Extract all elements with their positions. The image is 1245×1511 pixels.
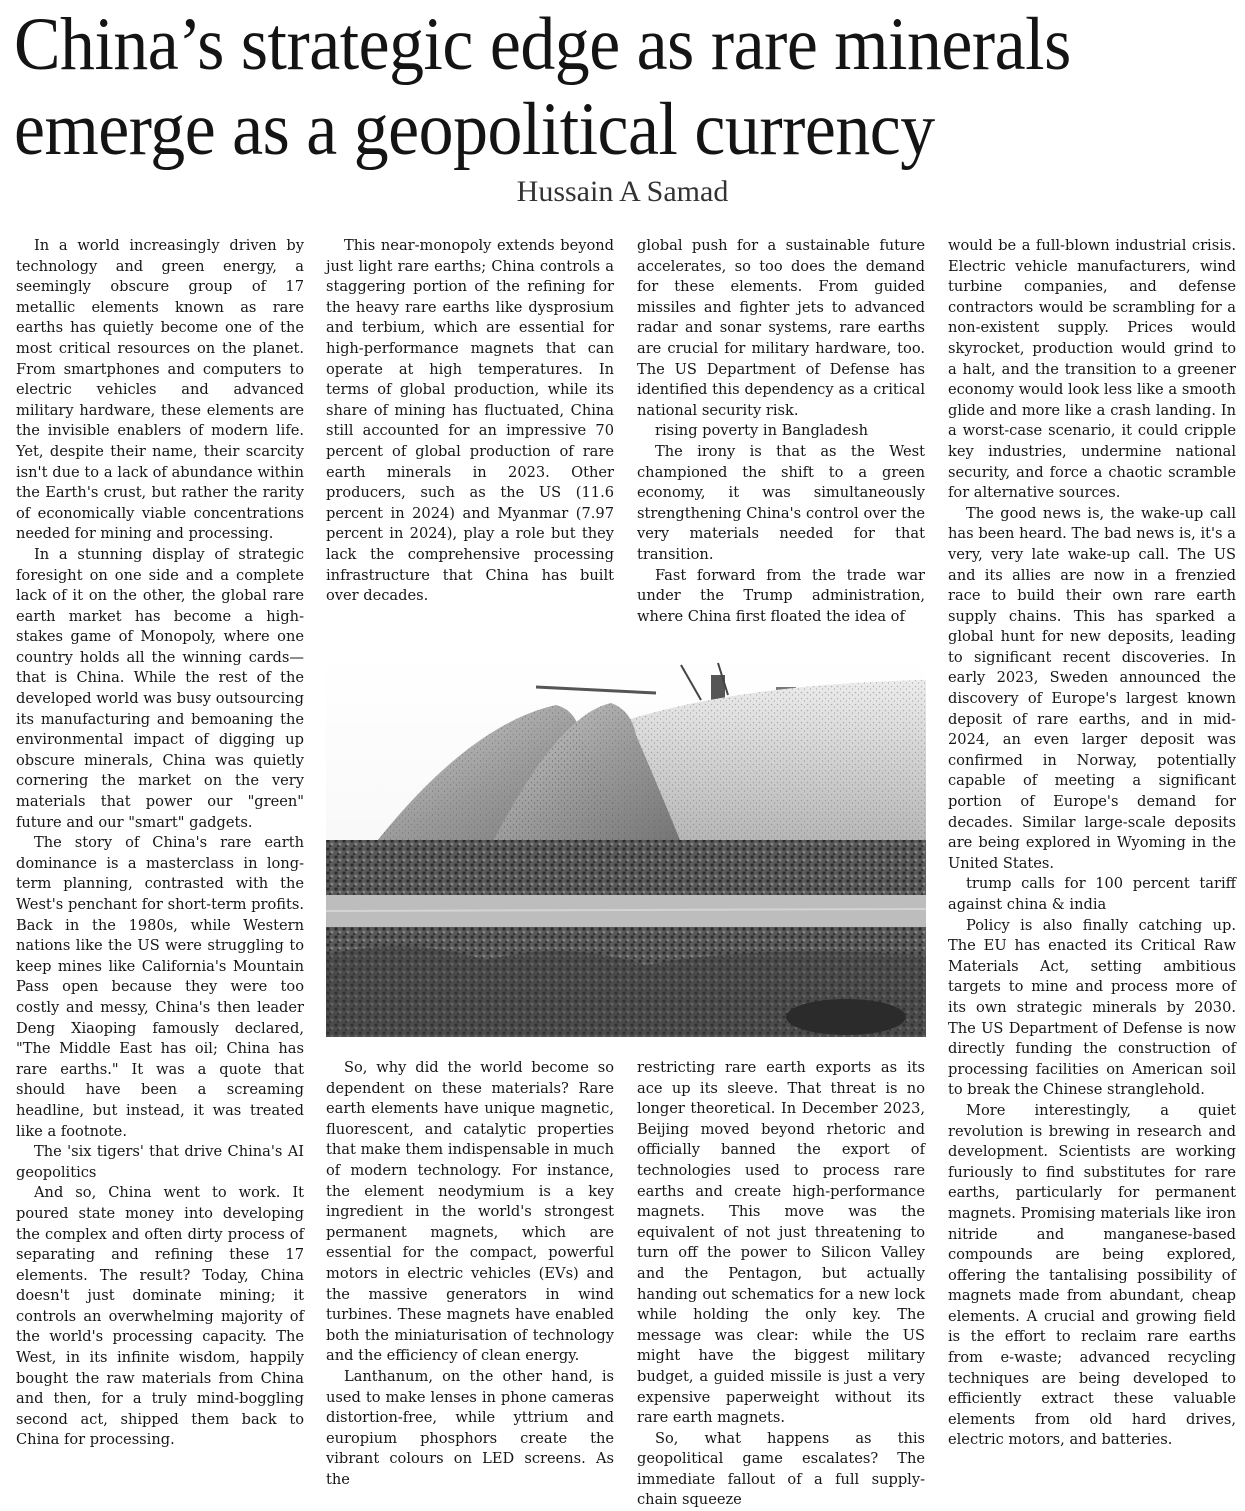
column-2-top	[326, 236, 614, 606]
paragraph: would be a full-blown industrial crisis. Electric vehicle manufacturers, wind turbine companies, and defense contractors would be scrambling for a non-existent supply. Prices would skyrocket, production would grind to a halt, and the transition to a greener economy would look less like a smooth glide and more like a crash landing. In a worst-case scenario, it could cripple key industries, undermine national security, and force a chaotic scramble for alternative sources.	[948, 237, 1236, 502]
paragraph: So, why did the world become so dependent on these materials? Rare earth elements have unique magnetic, fluorescent, and catalytic properties that make them indispensable in much of modern technology. For instance, the element neodymium is a key ingredient in the world's strongest permanent magnets, which are essential for the compact, powerful motors in electric vehicles (EVs) and the massive generators in wind turbines. These magnets have enabled both the miniaturisation of technology and the efficiency of clean energy.	[326, 1059, 614, 1365]
column-3-top	[637, 236, 925, 625]
paragraph: The irony is that as the West championed the shift to a green economy, it was simultaneously strengthening China's control over the very materials needed for that transition.	[637, 442, 925, 563]
paragraph: So, what happens as this geopolitical game escalates? The immediate fallout of a full supply-chain squeeze	[637, 1429, 925, 1509]
column-4	[948, 236, 1236, 1476]
paragraph: restricting rare earth exports as its ace up its sleeve. That threat is no longer theoretical. In December 2023, Beijing moved beyond rhetoric and officially banned the export of technologies used to process rare earths and create high-performance magnets. This move was the equivalent of not just threatening to turn off the power to Silicon Valley and the Pentagon, but actually handing out schematics for a new lock while holding the only key. The message was clear: while the US might have the biggest military budget, a guided missile is just a very expensive paperweight without its rare earth magnets.	[637, 1059, 925, 1427]
headline	[14, 2, 1149, 172]
column-3-bottom	[637, 1058, 925, 1509]
column-2-bottom	[326, 1058, 614, 1488]
headline-line-2: emerge as a geopolitical currency	[14, 88, 935, 171]
paragraph: Fast forward from the trade war under the Trump administration, where China first floated the idea of	[637, 566, 925, 625]
paragraph: This near-monopoly extends beyond just light rare earths; China controls a staggering portion of the refining for the heavy rare earths like dysprosium and terbium, which are essential for high-performance magnets that can operate at high temperatures. In terms of global production, while its share of mining has fluctuated, China still accounted for an impressive 70 percent of global production of rare earth minerals in 2023. Other producers, such as the US (11.6 percent in 2024) and Myanmar (7.97 percent in 2024), play a role but they lack the comprehensive processing infrastructure that China has built over decades.	[326, 237, 614, 605]
related-link[interactable]: rising poverty in Bangladesh	[655, 422, 869, 440]
paragraph: global push for a sustainable future accelerates, so too does the demand for these elements. From guided missiles and fighter jets to advanced radar and sonar systems, rare earths are crucial for military hardware, too. The US Department of Defense has identified this dependency as a critical national security risk.	[637, 237, 925, 419]
headline-line-1: China’s strategic edge as rare minerals	[14, 3, 1071, 86]
paragraph: Lanthanum, on the other hand, is used to make lenses in phone cameras distortion-free, while yttrium and europium phosphors create the vibrant colours on LED screens. As the	[326, 1367, 614, 1488]
paragraph: In a world increasingly driven by technology and green energy, a seemingly obscure group of 17 metallic elements known as rare earths has quietly become one of the most critical resources on the planet. From smartphones and computers to electric vehicles and advanced military hardware, these elements are the invisible enablers of modern life. Yet, despite their name, their scarcity isn't due to a lack of abundance within the Earth's crust, but rather the rarity of economically viable concentrations needed for mining and processing.	[16, 237, 304, 543]
paragraph: And so, China went to work. It poured state money into developing the complex and often dirty process of separating and refining these 17 elements. The result? Today, China doesn't just dominate mining; it controls an overwhelming majority of the world's processing capacity. The West, in its infinite wisdom, happily bought the raw materials from China and then, for a truly mind-boggling second act, shipped them back to China for processing.	[16, 1184, 304, 1449]
paragraph: Policy is also finally catching up. The EU has enacted its Critical Raw Materials Act, setting ambitious targets to mine and process more of its own strategic minerals by 2030. The US Department of Defense is now directly funding the construction of processing facilities on American soil to break the Chinese stranglehold.	[948, 916, 1236, 1099]
column-1	[16, 236, 304, 1466]
related-link[interactable]: The 'six tigers' that drive China's AI geopolitics	[16, 1143, 304, 1181]
rare-earth-mine-photo	[326, 655, 926, 1037]
paragraph: The good news is, the wake-up call has been heard. The bad news is, it's a very, very late wake-up call. The US and its allies are now in a frenzied race to build their own rare earth supply chains. This has sparked a global hunt for new deposits, leading to significant recent discoveries. In early 2023, Sweden announced the discovery of Europe's largest known deposit of rare earths, and in mid-2024, an even larger deposit was confirmed in Norway, potentially capable of meeting a significant portion of Europe's demand for decades. Similar large-scale deposits are being explored in Wyoming in the United States.	[948, 504, 1236, 872]
paragraph: The story of China's rare earth dominance is a masterclass in long-term planning, contrasted with the West's penchant for short-term profits. Back in the 1980s, while Western nations like the US were struggling to keep mines like California's Mountain Pass open because they were too costly and messy, China's then leader Deng Xiaoping famously declared, "The Middle East has oil; China has rare earths." It was a quote that should have been a screaming headline, but instead, it was treated like a footnote.	[16, 834, 304, 1140]
related-link[interactable]: trump calls for 100 percent tariff against china & india	[948, 875, 1236, 913]
byline: Hussain A Samad	[516, 175, 729, 208]
paragraph: In a stunning display of strategic foresight on one side and a complete lack of it on the other, the global rare earth market has become a high-stakes game of Monopoly, where one country holds all the winning cards—that is China. While the rest of the developed world was busy outsourcing its manufacturing and bemoaning the environmental impact of digging up obscure minerals, China was quietly cornering the market on the very materials that power our "green" future and our "smart" gadgets.	[16, 545, 304, 831]
paragraph: More interestingly, a quiet revolution is brewing in research and development. Scientists are working furiously to find substitutes for rare earths, particularly for permanent magnets. Promising materials like iron nitride and manganese-based compounds are being explored, offering the tantalising possibility of magnets made from abundant, cheap elements. A crucial and growing field is the effort to reclaim rare earths from e-waste; advanced recycling techniques are being developed to efficiently extract these valuable elements from old hard drives, electric motors, and batteries.	[948, 1101, 1236, 1449]
